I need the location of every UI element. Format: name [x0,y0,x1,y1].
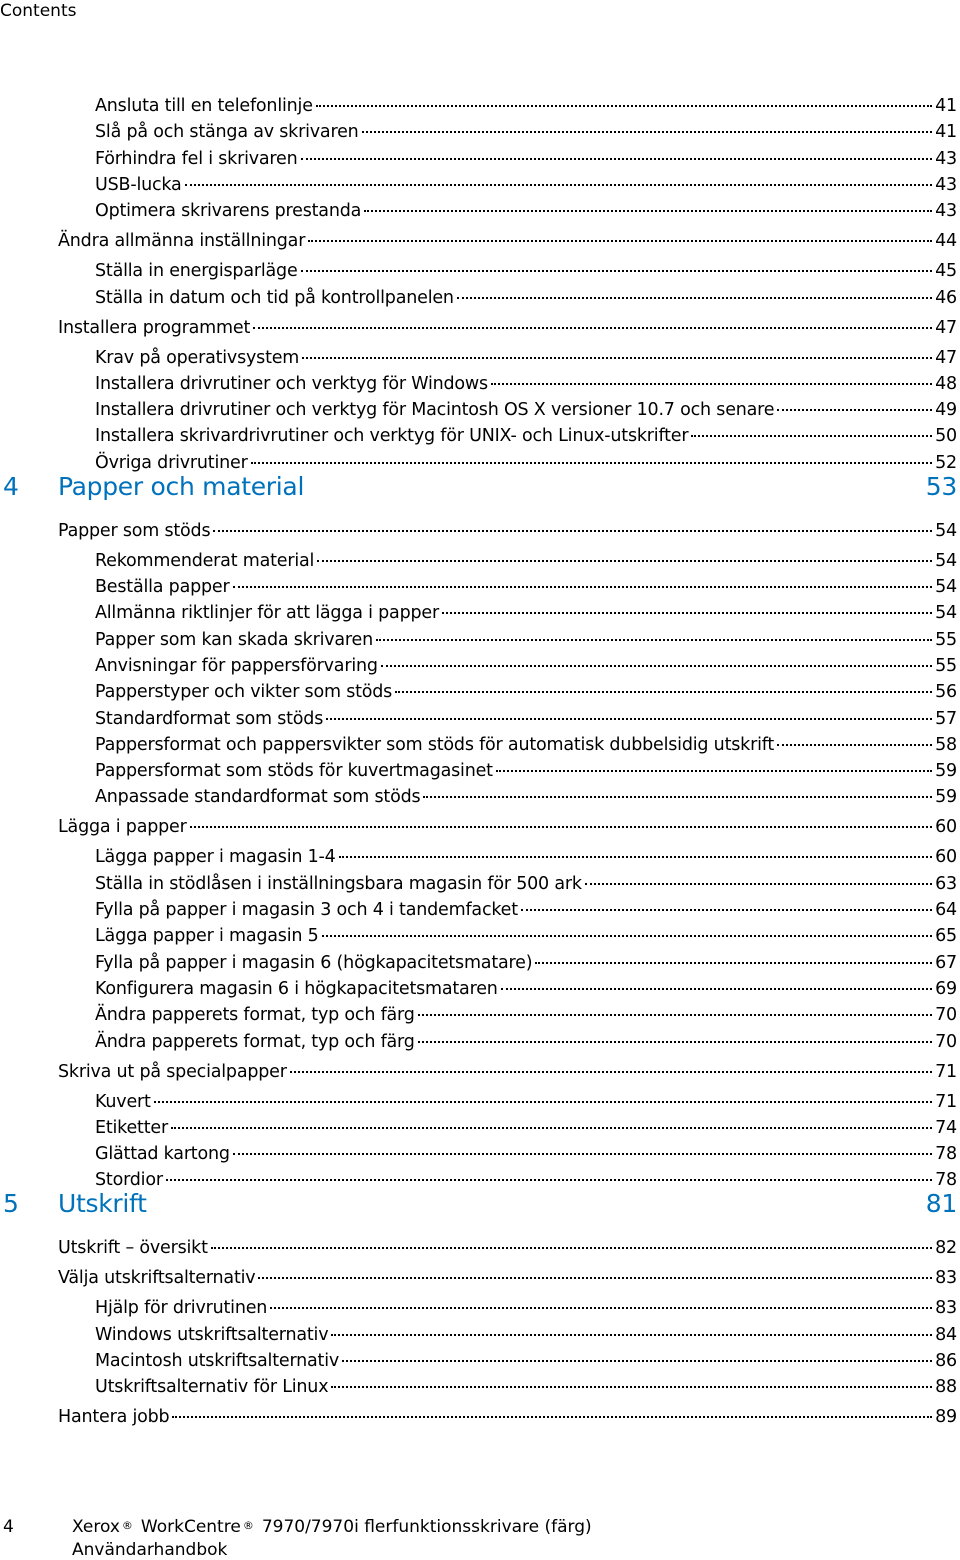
dot-leader [376,639,932,641]
entry-title: Konfigurera magasin 6 i högkapacitetsmataren [95,978,498,999]
footer-page-number: 4 [3,1517,14,1537]
dot-leader [190,826,933,828]
dot-leader [501,988,932,990]
entry-page-number: 89 [935,1407,957,1428]
entry-title: Rekommenderat material [95,550,315,571]
entry-title: Allmänna riktlinjer för att lägga i papper [95,603,439,624]
toc-subsection-entry[interactable] [0,1143,957,1165]
dot-leader [457,297,932,299]
dot-leader [302,357,932,359]
entry-title: Papper som stöds [58,520,211,541]
entry-title: Utskriftsalternativ för Linux [95,1377,329,1398]
entry-page-number: 54 [935,577,957,597]
entry-title: Anpassade standardformat som stöds [95,787,421,808]
entry-page-number: 54 [935,520,957,541]
entry-title: Papperstyper och vikter som stöds [95,682,393,703]
entry-title: Installera skrivardrivrutiner och verktyg för UNIX- och Linux-utskrifter [95,426,689,447]
chapter-page: 53 [925,471,957,501]
entry-page-number: 47 [935,347,957,368]
entry-page-number: 71 [935,1091,957,1112]
entry-title: Anvisningar för pappersförvaring [95,655,378,676]
entry-title: Fylla på papper i magasin 3 och 4 i tandemfacket [95,900,518,920]
entry-title: Standardformat som stöds [95,708,324,729]
entry-page-number: 86 [935,1351,957,1371]
dot-leader [301,270,933,272]
dot-leader [331,1334,932,1336]
entry-page-number: 52 [935,452,957,473]
entry-page-number: 49 [935,400,957,421]
dot-leader [185,184,933,186]
running-header: Contents [0,1,77,21]
footer-brand: Xerox [72,1517,120,1537]
entry-page-number: 78 [935,1170,957,1191]
entry-page-number: 70 [935,1005,957,1026]
dot-leader [211,1247,932,1249]
toc-subsection-entry[interactable] [0,602,957,624]
dot-leader [585,883,932,885]
entry-page-number: 88 [935,1377,957,1398]
toc-subsection-entry[interactable] [0,1091,957,1113]
entry-page-number: 70 [935,1031,957,1052]
dot-leader [154,1101,932,1103]
entry-title: Ansluta till en telefonlinje [95,96,313,116]
toc-section-entry[interactable] [0,816,957,838]
entry-page-number: 65 [935,926,957,947]
dot-leader [213,530,932,532]
toc-subsection-entry[interactable] [0,287,957,309]
dot-leader [491,383,932,385]
dot-leader [342,1360,932,1362]
entry-title: Papper som kan skada skrivaren [95,629,373,650]
entry-page-number: 60 [935,817,957,838]
dot-leader [233,1153,932,1155]
toc-section-entry[interactable] [0,1267,957,1289]
dot-leader [233,586,933,588]
chapter-heading[interactable] [0,1187,957,1221]
entry-title: Pappersformat och pappersvikter som stöds för automatisk dubbelsidig utskrift [95,734,775,755]
entry-title: Stordior [95,1170,163,1191]
dot-leader [535,962,932,964]
entry-title: Skriva ut på specialpapper [58,1061,287,1082]
toc-subsection-entry[interactable] [0,425,957,447]
entry-title: Installera drivrutiner och verktyg för Windows [95,373,488,394]
dot-leader [331,1386,932,1388]
entry-title: Ändra papperets format, typ och färg [95,1005,415,1026]
entry-page-number: 47 [935,317,957,338]
toc-subsection-entry[interactable] [0,978,957,1000]
dot-leader [442,612,932,614]
dot-leader [339,856,933,858]
dot-leader [777,409,932,411]
dot-leader [777,744,932,746]
registered-mark: ® [121,1519,133,1532]
toc-subsection-entry[interactable] [0,174,957,196]
toc-subsection-entry[interactable] [0,1350,957,1372]
entry-page-number: 50 [935,426,957,447]
dot-leader [290,1071,932,1073]
toc-subsection-entry[interactable] [0,347,957,369]
entry-title: Pappersformat som stöds för kuvertmagasinet [95,761,493,782]
dot-leader [395,691,932,693]
entry-title: Lägga papper i magasin 1-4 [95,847,336,868]
dot-leader [364,210,932,212]
entry-title: Installera programmet [58,317,251,338]
entry-title: Lägga i papper [58,817,187,838]
entry-page-number: 56 [935,682,957,703]
toc-section-entry[interactable] [0,317,957,339]
entry-title: Övriga drivrutiner [95,452,248,473]
entry-page-number: 54 [935,550,957,571]
toc-subsection-entry[interactable] [0,1376,957,1398]
footer-product [72,1516,592,1540]
entry-title: Macintosh utskriftsalternativ [95,1351,340,1371]
toc-subsection-entry[interactable] [0,786,957,808]
dot-leader [418,1041,932,1043]
dot-leader [317,560,932,562]
toc-subsection-entry[interactable] [0,1297,957,1319]
entry-title: Beställa papper [95,577,230,597]
entry-page-number: 43 [935,148,957,169]
toc-subsection-entry[interactable] [0,1031,957,1053]
dot-leader [270,1307,932,1309]
toc-section-entry[interactable] [0,230,957,252]
chapter-number: 5 [3,1189,19,1219]
entry-title: Ändra allmänna inställningar [58,231,306,252]
dot-leader [166,1179,932,1181]
entry-page-number: 60 [935,847,957,868]
entry-title: Glättad kartong [95,1144,230,1165]
toc-subsection-entry[interactable] [0,629,957,651]
entry-title: Optimera skrivarens prestanda [95,201,362,222]
chapter-page: 81 [925,1189,957,1219]
footer-model: 7970/7970i flerfunktionsskrivare (färg) [261,1517,592,1537]
entry-title: Slå på och stänga av skrivaren [95,122,359,143]
toc-section-entry[interactable] [0,1406,957,1428]
chapter-heading[interactable] [0,470,957,504]
entry-title: Installera drivrutiner och verktyg för Macintosh OS X versioner 10.7 och senare [95,400,775,421]
entry-page-number: 48 [935,373,957,394]
toc-subsection-entry[interactable] [0,95,957,117]
dot-leader [362,131,933,133]
entry-title: Ställa in energisparläge [95,261,298,282]
toc-section-entry[interactable] [0,1237,957,1259]
entry-page-number: 57 [935,708,957,729]
toc-subsection-entry[interactable] [0,1324,957,1346]
dot-leader [253,327,932,329]
entry-title: Ställa in stödlåsen i inställningsbara magasin för 500 ark [95,873,582,894]
chapter-title: Papper och material [58,471,305,501]
chapter-title: Utskrift [58,1189,147,1219]
dot-leader [691,435,932,437]
entry-title: Lägga papper i magasin 5 [95,926,319,947]
toc-subsection-entry[interactable] [0,1004,957,1026]
toc-subsection-entry[interactable] [0,550,957,572]
toc-subsection-entry[interactable] [0,681,957,703]
toc-subsection-entry[interactable] [0,576,957,598]
entry-page-number: 63 [935,873,957,894]
toc-subsection-entry[interactable] [0,200,957,222]
entry-title: Fylla på papper i magasin 6 (högkapacitetsmatare) [95,952,533,973]
toc-section-entry[interactable] [0,1061,957,1083]
toc-subsection-entry[interactable] [0,873,957,895]
dot-leader [301,158,933,160]
toc-subsection-entry[interactable] [0,373,957,395]
toc-subsection-entry[interactable] [0,260,957,282]
entry-title: Kuvert [95,1091,151,1112]
entry-page-number: 69 [935,978,957,999]
entry-page-number: 59 [935,761,957,782]
entry-page-number: 78 [935,1144,957,1165]
entry-title: Välja utskriftsalternativ [58,1268,256,1289]
entry-page-number: 45 [935,261,957,282]
dot-leader [258,1277,932,1279]
toc-subsection-entry[interactable] [0,952,957,974]
entry-page-number: 44 [935,231,957,252]
toc-subsection-entry[interactable] [0,121,957,143]
entry-page-number: 54 [935,603,957,624]
entry-page-number: 55 [935,655,957,676]
entry-page-number: 46 [935,287,957,308]
toc-subsection-entry[interactable] [0,655,957,677]
dot-leader [172,1416,932,1418]
dot-leader [308,240,932,242]
toc-subsection-entry[interactable] [0,148,957,170]
dot-leader [496,770,932,772]
toc-subsection-entry[interactable] [0,399,957,421]
toc-subsection-entry[interactable] [0,925,957,947]
entry-title: USB-lucka [95,174,182,195]
entry-title: Krav på operativsystem [95,347,300,368]
dot-leader [322,935,933,937]
entry-page-number: 84 [935,1324,957,1345]
entry-page-number: 55 [935,629,957,650]
entry-page-number: 67 [935,952,957,973]
dot-leader [326,718,932,720]
entry-title: Utskrift – översikt [58,1238,208,1259]
entry-title: Etiketter [95,1117,168,1138]
entry-page-number: 41 [935,122,957,143]
toc-subsection-entry[interactable] [0,708,957,730]
entry-page-number: 43 [935,174,957,195]
entry-page-number: 41 [935,96,957,116]
toc-subsection-entry[interactable] [0,734,957,756]
entry-title: Ställa in datum och tid på kontrollpanelen [95,287,454,308]
entry-title: Förhindra fel i skrivaren [95,148,298,169]
entry-page-number: 83 [935,1298,957,1319]
entry-page-number: 43 [935,201,957,222]
entry-title: Ändra papperets format, typ och färg [95,1031,415,1052]
registered-mark: ® [242,1519,254,1532]
entry-page-number: 82 [935,1238,957,1259]
toc-section-entry[interactable] [0,520,957,542]
entry-page-number: 74 [935,1117,957,1138]
entry-page-number: 59 [935,787,957,808]
dot-leader [171,1127,932,1129]
dot-leader [423,796,932,798]
dot-leader [381,665,932,667]
footer-guide-title: Användarhandbok [72,1540,228,1560]
entry-title: Hjälp för drivrutinen [95,1298,268,1319]
entry-page-number: 71 [935,1061,957,1082]
entry-page-number: 64 [935,900,957,920]
toc-subsection-entry[interactable] [0,899,957,921]
chapter-number: 4 [3,471,19,501]
entry-title: Windows utskriftsalternativ [95,1324,329,1345]
dot-leader [251,462,933,464]
entry-page-number: 83 [935,1268,957,1289]
footer-product-name: WorkCentre [140,1517,241,1537]
toc-subsection-entry[interactable] [0,1117,957,1139]
entry-title: Hantera jobb [58,1407,170,1428]
toc-subsection-entry[interactable] [0,760,957,782]
dot-leader [521,909,932,911]
dot-leader [316,105,932,107]
dot-leader [418,1014,932,1016]
entry-page-number: 58 [935,734,957,755]
toc-subsection-entry[interactable] [0,846,957,868]
